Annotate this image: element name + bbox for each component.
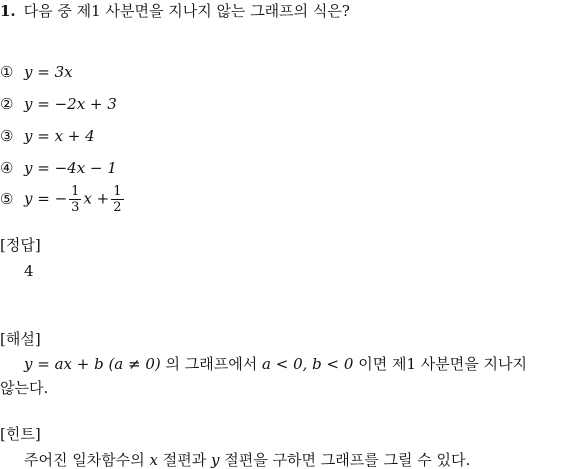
- explanation-label: [해설]: [0, 330, 41, 348]
- hint-text: [24, 451, 470, 469]
- explanation-line-1: [24, 355, 527, 373]
- fraction-numerator: 1: [71, 183, 80, 199]
- option-equation: y = −2x + 3: [24, 95, 117, 113]
- question-text: 다음 중 제1 사분면을 지나지 않는 그래프의 식은?: [23, 2, 350, 20]
- hint-label: [힌트]: [0, 425, 41, 443]
- option-marker: ②: [0, 95, 14, 113]
- option-1: [0, 60, 73, 84]
- option-marker: ④: [0, 159, 14, 177]
- explanation-text: 의 그래프에서: [165, 355, 258, 373]
- hint-variable-x: x: [149, 451, 158, 469]
- hint-text-part: 절편과: [162, 451, 207, 469]
- hint-text-part: 주어진 일차함수의: [24, 451, 145, 469]
- explanation-text: 이면 제1 사분면을 지나지: [358, 355, 527, 373]
- option-equation: y = x + 4: [24, 127, 95, 145]
- fraction-denominator: 2: [113, 199, 122, 215]
- equation-middle: x +: [83, 189, 110, 207]
- option-equation: [24, 184, 126, 215]
- option-equation: y = 3x: [24, 63, 73, 81]
- hint-text-part: 절편을 구하면 그래프를 그릴 수 있다.: [224, 451, 471, 469]
- question-number: 1.: [0, 2, 16, 20]
- option-2: [0, 92, 117, 116]
- answer-value: 4: [24, 262, 34, 280]
- fraction-one-third: [69, 184, 81, 215]
- option-marker: ③: [0, 127, 14, 145]
- option-equation: y = −4x − 1: [24, 159, 117, 177]
- fraction-numerator: 1: [113, 183, 122, 199]
- fraction-denominator: 3: [71, 199, 80, 215]
- explanation-condition: a < 0, b < 0: [262, 355, 354, 373]
- equation-lhs: y = −: [24, 189, 68, 207]
- explanation-formula: y = ax + b (a ≠ 0): [24, 355, 161, 373]
- option-3: [0, 124, 95, 148]
- question-heading: [0, 2, 350, 20]
- fraction-one-half: [111, 184, 123, 215]
- option-marker: ①: [0, 63, 14, 81]
- answer-label: [정답]: [0, 236, 41, 254]
- hint-variable-y: y: [211, 451, 220, 469]
- option-5: [0, 182, 126, 216]
- option-4: [0, 156, 117, 180]
- explanation-line-2: 않는다.: [0, 379, 49, 397]
- option-marker: ⑤: [0, 190, 14, 208]
